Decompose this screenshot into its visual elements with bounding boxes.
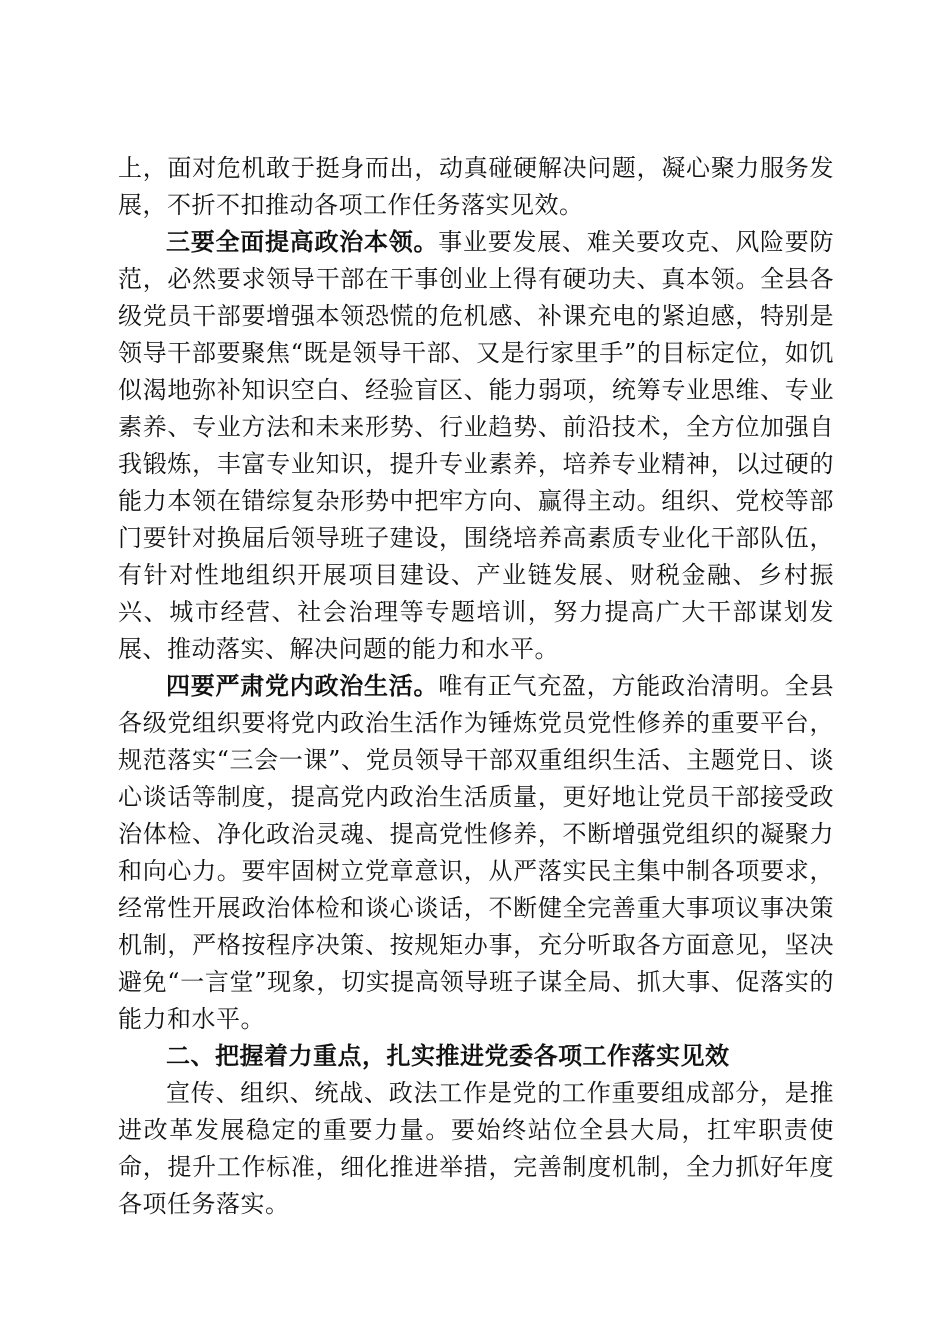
paragraph-text: 上，面对危机敢于挺身而出，动真碰硬解决问题，凝心聚力服务发展，不折不扣推动各项工作任务落实见效。 <box>118 154 834 219</box>
paragraph-lead: 四要严肃党内政治生活。 <box>166 672 439 700</box>
paragraph-point-four <box>118 668 834 1038</box>
paragraph-text: 唯有正气充盈，方能政治清明。全县各级党组织要将党内政治生活作为锤炼党员党性修养的重要平台，规范落实“三会一课”、党员领导干部双重组织生活、主题党日、谈心谈话等制度，提高党内政治生活质量，更好地让党员干部接受政治体检、净化政治灵魂、提高党性修养，不断增强党组织的凝聚力和向心力。要牢固树立党章意识，从严落实民主集中制各项要求，经常性开展政治体检和谈心谈话，不断健全完善重大事项议事决策机制，严格按程序决策、按规矩办事，充分听取各方面意见，坚决避免“一言堂”现象，切实提高领导班子谋全局、抓大事、促落实的能力和水平。 <box>118 672 834 1033</box>
paragraph-point-three <box>118 224 834 668</box>
closing-paragraph: 宣传、组织、统战、政法工作是党的工作重要组成部分，是推进改革发展稳定的重要力量。要始终站位全县大局，扛牢职责使命，提升工作标准，细化推进举措，完善制度机制，全力抓好年度各项任务落实。 <box>118 1079 834 1218</box>
paragraph-text: 事业要发展、难关要攻克、风险要防范，必然要求领导干部在干事创业上得有硬功夫、真本领。全县各级党员干部要增强本领恐慌的危机感、补课充电的紧迫感，特别是领导干部要聚焦“既是领导干部、又是行家里手”的目标定位，如饥似渴地弥补知识空白、经验盲区、能力弱项，统筹专业思维、专业素养、专业方法和未来形势、行业趋势、前沿技术，全方位加强自我锻炼，丰富专业知识，提升专业素养，培养专业精神，以过硬的能力本领在错综复杂形势中把牢方向、赢得主动。组织、党校等部门要针对换届后领导班子建设，围绕培养高素质专业化干部队伍，有针对性地组织开展项目建设、产业链发展、财税金融、乡村振兴、城市经营、社会治理等专题培训，努力提高广大干部谋划发展、推动落实、解决问题的能力和水平。 <box>118 228 834 663</box>
paragraph-lead: 三要全面提高政治本领。 <box>166 228 439 256</box>
document-page <box>118 150 834 1223</box>
section-heading: 二、把握着力重点，扎实推进党委各项工作落实见效 <box>166 1042 730 1070</box>
paragraph-continuation <box>118 150 834 224</box>
